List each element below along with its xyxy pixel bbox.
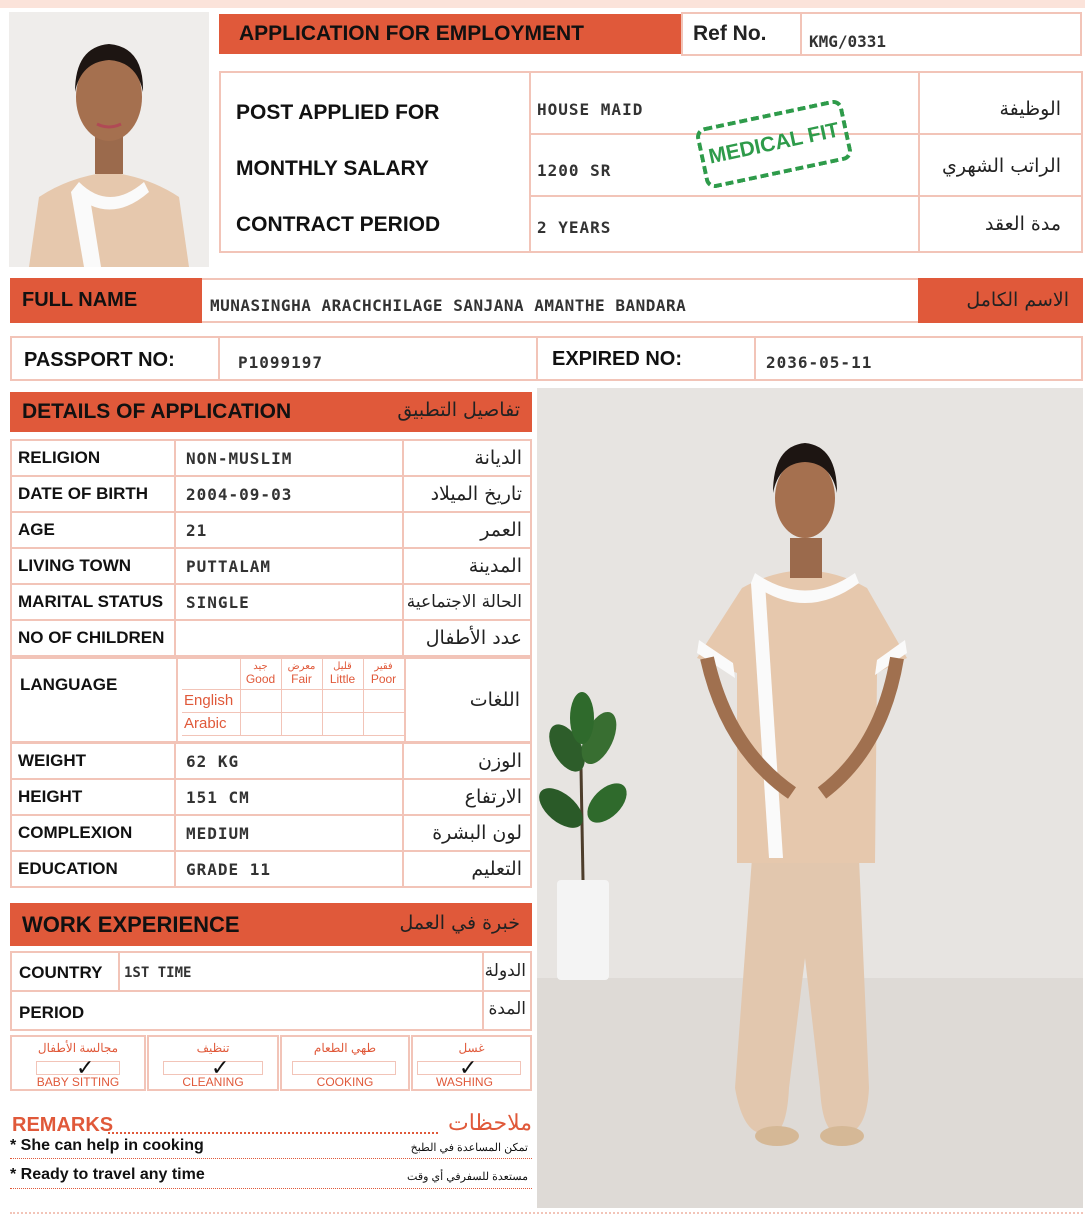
passport-label: PASSPORT NO: [24, 349, 175, 371]
post-label: POST APPLIED FOR [236, 101, 440, 124]
table-row [11, 548, 531, 584]
table-row [11, 851, 531, 887]
country-value: 1ST TIME [124, 965, 192, 981]
language-grid [182, 659, 404, 741]
full-name-label: FULL NAME [10, 278, 202, 323]
language-english: English [184, 692, 234, 709]
level-good-ar: جيد [253, 661, 268, 672]
skill-cooking-ar: طهي الطعام [313, 1041, 377, 1055]
ref-label: Ref No. [693, 22, 767, 45]
marital-value: SINGLE [175, 584, 403, 620]
expiry-label: EXPIRED NO: [552, 348, 683, 370]
complexion-value: MEDIUM [175, 815, 403, 851]
skill-washing-ar: غسل [458, 1041, 485, 1055]
remarks-section [10, 1110, 532, 1205]
post-table [219, 71, 1083, 253]
level-fair: Fair [291, 672, 312, 686]
religion-value: NON-MUSLIM [175, 440, 403, 476]
religion-arabic: الديانة [403, 440, 531, 476]
level-poor: Poor [370, 672, 397, 686]
contract-arabic: مدة العقد [985, 213, 1061, 235]
religion-label: RELIGION [11, 440, 175, 476]
height-arabic: الارتفاع [403, 779, 531, 815]
language-label: LANGUAGE [20, 675, 118, 694]
check-icon: ✓ [211, 1055, 230, 1080]
details-title: DETAILS OF APPLICATION [22, 400, 292, 423]
post-value: HOUSE MAID [537, 100, 644, 119]
level-good: Good [245, 672, 276, 686]
remarks-label: REMARKS [12, 1114, 114, 1136]
table-row [11, 476, 531, 512]
remark-2-arabic: مستعدة للسفرفي أي وقت [407, 1171, 528, 1183]
level-little-ar: قليل [333, 661, 352, 672]
work-header [10, 903, 532, 946]
table-row [11, 815, 531, 851]
passport-row [10, 336, 1083, 381]
height-value: 151 CM [175, 779, 403, 815]
marital-arabic: الحالة الاجتماعية [403, 584, 531, 620]
language-arabic-name: Arabic [184, 715, 227, 732]
complexion-arabic: لون البشرة [403, 815, 531, 851]
skills-row [10, 1035, 532, 1091]
skill-cleaning-label: CLEANING [182, 1075, 244, 1089]
ref-value: KMG/0331 [809, 32, 887, 51]
passport-value: P1099197 [238, 353, 324, 372]
expiry-value: 2036-05-11 [766, 353, 873, 372]
full-body-photo [537, 388, 1083, 1208]
skill-baby-sitting-label: BABY SITTING [36, 1075, 120, 1089]
town-arabic: المدينة [403, 548, 531, 584]
period-label: PERIOD [19, 1003, 85, 1022]
weight-arabic: الوزن [403, 743, 531, 779]
full-name-value: MUNASINGHA ARACHCHILAGE SANJANA AMANTHE BANDARA [210, 296, 687, 315]
education-value: GRADE 11 [175, 851, 403, 887]
skill-cleaning [147, 1035, 279, 1091]
language-row [10, 657, 532, 743]
children-value [175, 620, 403, 656]
bottom-dotted-rule [10, 1212, 1083, 1214]
portrait-photo [9, 12, 209, 267]
level-poor-ar: فقير [374, 661, 393, 672]
table-row [11, 620, 531, 656]
application-title: APPLICATION FOR EMPLOYMENT [219, 14, 681, 54]
marital-label: MARITAL STATUS [11, 584, 175, 620]
work-title-arabic: خبرة في العمل [399, 912, 520, 934]
remark-1: * She can help in cooking [10, 1137, 204, 1154]
town-label: LIVING TOWN [11, 548, 175, 584]
education-arabic: التعليم [403, 851, 531, 887]
details-table [10, 439, 532, 657]
stamp-text: MEDICAL FIT [706, 118, 842, 169]
skill-washing-label: WASHING [436, 1075, 493, 1089]
dob-arabic: تاريخ الميلاد [403, 476, 531, 512]
full-name-arabic: الاسم الكامل [918, 278, 1083, 323]
children-label: NO OF CHILDREN [11, 620, 175, 656]
check-icon: ✓ [76, 1055, 95, 1080]
country-arabic: الدولة [484, 961, 526, 981]
height-label: HEIGHT [11, 779, 175, 815]
details-title-arabic: تفاصيل التطبيق [397, 399, 520, 421]
full-name-row [10, 278, 1083, 323]
table-row [11, 512, 531, 548]
work-table [10, 951, 532, 1031]
skill-cleaning-ar: تنظيف [196, 1041, 230, 1055]
ref-box [681, 12, 1082, 56]
language-arabic: اللغات [469, 689, 520, 711]
table-row [11, 584, 531, 620]
education-label: EDUCATION [11, 851, 175, 887]
work-title: WORK EXPERIENCE [22, 912, 240, 937]
salary-label: MONTHLY SALARY [236, 157, 429, 180]
salary-arabic: الراتب الشهري [942, 155, 1061, 177]
weight-label: WEIGHT [11, 743, 175, 779]
level-fair-ar: معرض [287, 661, 316, 672]
skill-cooking-label: COOKING [316, 1075, 374, 1089]
skill-baby-sitting-ar: مجالسة الأطفال [37, 1041, 119, 1055]
table-row [11, 779, 531, 815]
details-header [10, 392, 532, 432]
remarks-label-arabic: ملاحظات [448, 1110, 532, 1135]
details-table-bottom [10, 742, 532, 888]
complexion-label: COMPLEXION [11, 815, 175, 851]
ref-divider [800, 12, 802, 56]
age-label: AGE [11, 512, 175, 548]
period-arabic: المدة [488, 999, 526, 1019]
age-arabic: العمر [403, 512, 531, 548]
skill-cooking [280, 1035, 410, 1091]
weight-value: 62 KG [175, 743, 403, 779]
table-row [11, 440, 531, 476]
contract-label: CONTRACT PERIOD [236, 213, 441, 236]
check-icon: ✓ [459, 1055, 478, 1080]
top-decor-strip [0, 0, 1085, 8]
contract-value: 2 YEARS [537, 218, 612, 237]
salary-value: 1200 SR [537, 161, 612, 180]
remark-1-arabic: تمكن المساعدة في الطبخ [410, 1142, 528, 1154]
table-row [11, 743, 531, 779]
skill-baby-sitting [10, 1035, 146, 1091]
medical-fit-stamp [694, 98, 854, 190]
children-arabic: عدد الأطفال [403, 620, 531, 656]
remark-2: * Ready to travel any time [10, 1166, 205, 1183]
dob-value: 2004-09-03 [175, 476, 403, 512]
age-value: 21 [175, 512, 403, 548]
skill-washing [411, 1035, 532, 1091]
town-value: PUTTALAM [175, 548, 403, 584]
country-label: COUNTRY [19, 963, 103, 982]
post-arabic: الوظيفة [999, 98, 1061, 120]
level-little: Little [329, 672, 356, 686]
dob-label: DATE OF BIRTH [11, 476, 175, 512]
